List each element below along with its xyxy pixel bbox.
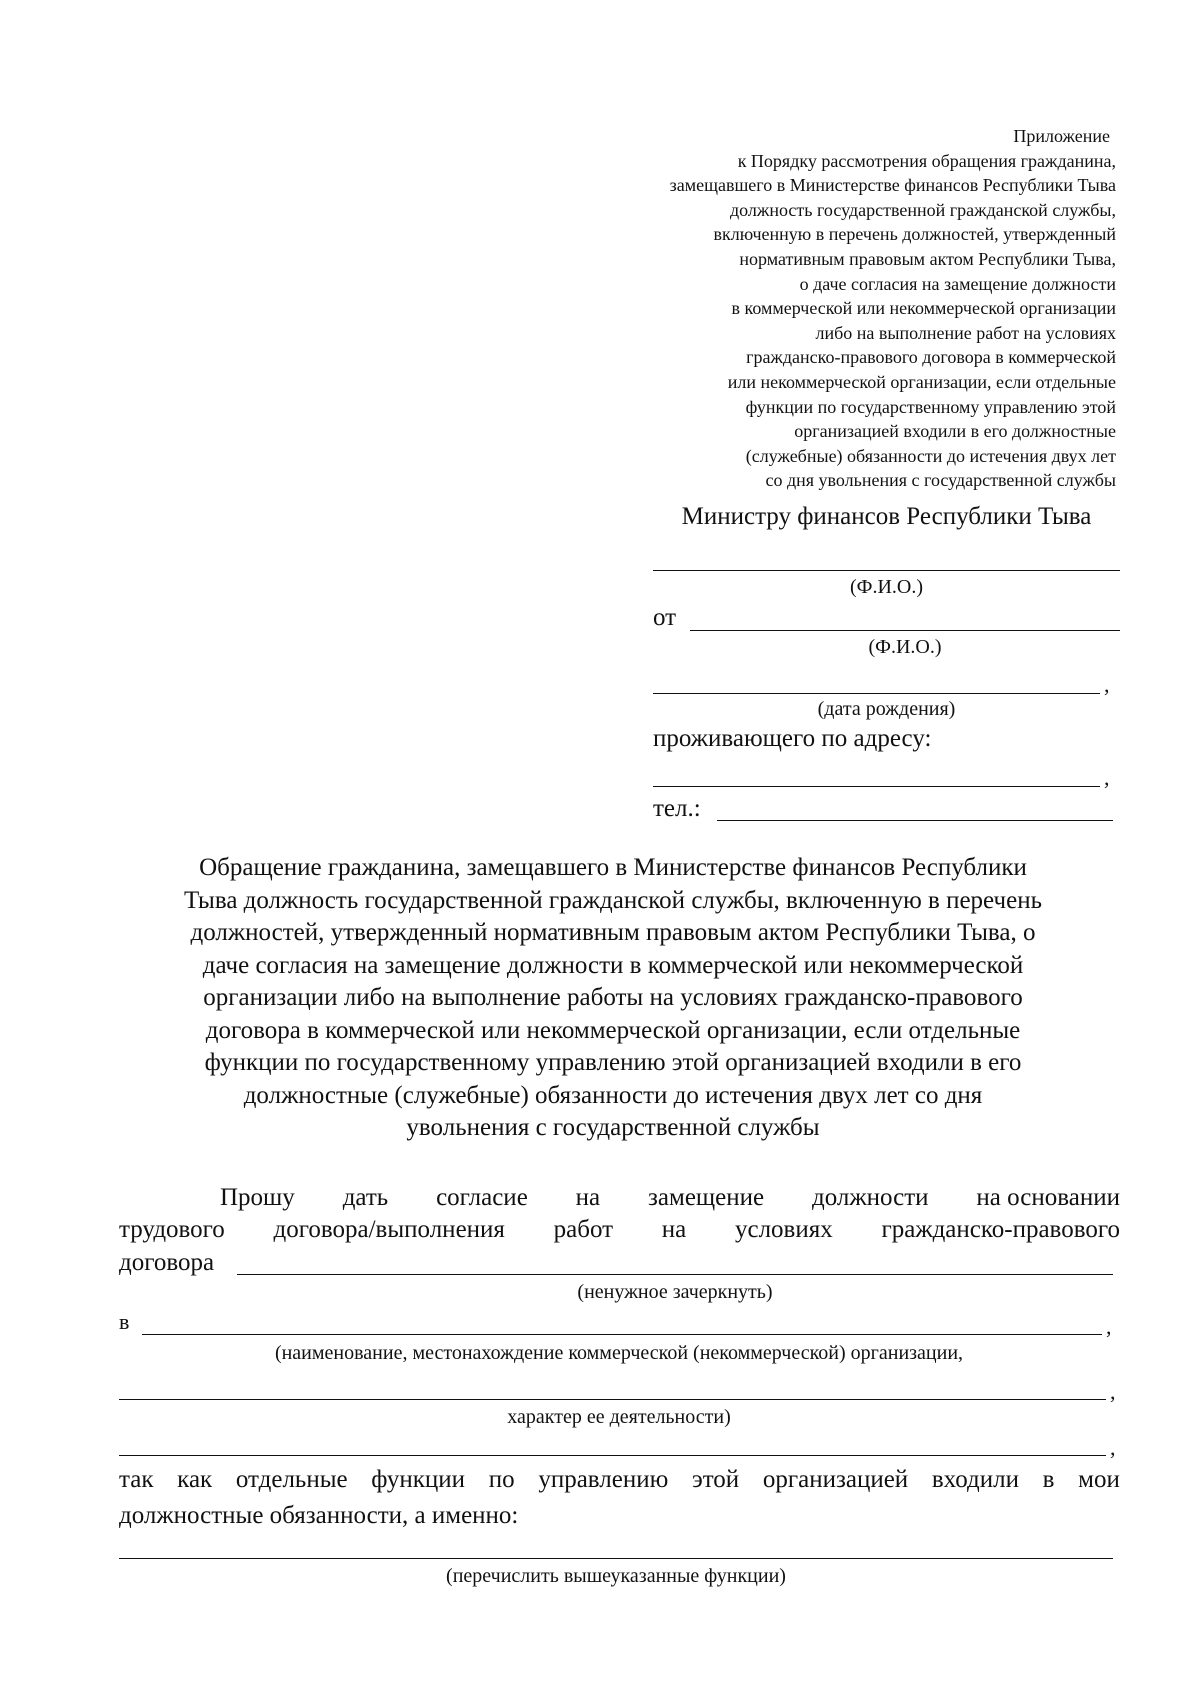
phone-label: тел.:: [653, 795, 701, 822]
address-label: проживающего по адресу:: [653, 725, 932, 752]
annex-line: функции по государственному управлению этой: [745, 396, 1116, 417]
annex-block: [556, 124, 1116, 493]
word: должности: [812, 1184, 929, 1211]
applicant-fio-field[interactable]: [690, 630, 1120, 631]
word: отдельные: [235, 1466, 348, 1493]
annex-heading: Приложение: [1013, 126, 1110, 146]
annex-line: включенную в перечень должностей, утвержденный: [713, 224, 1116, 245]
word: входили: [931, 1466, 1019, 1493]
word: договора/выполнения: [273, 1216, 505, 1243]
word: дать: [342, 1184, 389, 1211]
activity-caption: характер ее деятельности): [507, 1406, 731, 1428]
word: согласие: [436, 1184, 528, 1211]
word: гражданско-правового: [881, 1216, 1120, 1243]
annex-line: о даче согласия на замещение должности: [799, 273, 1116, 294]
fio-caption: (Ф.И.О.): [849, 576, 923, 598]
title-line: Тыва должность государственной гражданской службы, включенную в перечень: [184, 886, 1042, 914]
title-line: Обращение гражданина, замещавшего в Министерстве финансов Республики: [199, 854, 1027, 881]
birth-date-field[interactable]: [653, 693, 1100, 694]
functions-line-2: должностные обязанности, а именно:: [119, 1502, 519, 1529]
contract-type-field[interactable]: [237, 1274, 1113, 1275]
functions-field[interactable]: [119, 1558, 1113, 1559]
comma: ,: [1106, 1314, 1112, 1339]
contract-label: договора: [119, 1249, 215, 1276]
word: Прошу: [220, 1184, 295, 1211]
from-label: от: [653, 604, 677, 631]
word: этой: [691, 1466, 740, 1493]
word: на основании: [976, 1184, 1120, 1211]
title-line: должностей, утвержденный нормативным правовым актом Республики Тыва, о: [190, 919, 1036, 946]
word: замещение: [648, 1184, 765, 1211]
comma: ,: [1104, 672, 1110, 697]
birth-date-caption: (дата рождения): [817, 698, 956, 720]
word: на: [661, 1216, 687, 1243]
request-line-1: [220, 1184, 1120, 1212]
word: работ: [553, 1216, 614, 1243]
annex-line: в коммерческой или некоммерческой организации: [731, 298, 1116, 319]
addressee-fio-field[interactable]: [653, 570, 1120, 571]
word: в: [1042, 1466, 1055, 1493]
annex-line: либо на выполнение работ на условиях: [815, 322, 1116, 343]
annex-line: (служебные) обязанности до истечения двух лет: [745, 445, 1116, 466]
comma: ,: [1110, 1379, 1116, 1404]
word: по: [488, 1466, 515, 1493]
word: так: [119, 1466, 154, 1493]
request-line-2: [119, 1216, 1120, 1244]
organization-caption: (наименование, местонахождение коммерческой (некоммерческой) организации,: [274, 1342, 964, 1364]
title-line: должностные (служебные) обязанности до истечения двух лет со дня: [243, 1081, 983, 1109]
organization-field-continued[interactable]: [119, 1399, 1106, 1400]
comma: ,: [1110, 1435, 1116, 1460]
activity-field[interactable]: [119, 1455, 1106, 1456]
annex-line: нормативным правовым актом Республики Тыва,: [739, 248, 1116, 269]
organization-field[interactable]: [142, 1334, 1102, 1335]
annex-line: со дня увольнения с государственной службы: [765, 470, 1116, 491]
annex-line: замещавшего в Министерстве финансов Республики Тыва: [669, 175, 1116, 196]
in-label: в: [119, 1309, 130, 1334]
annex-line: гражданско-правового договора в коммерческой: [746, 347, 1116, 368]
word: трудового: [119, 1216, 225, 1243]
title-line: организации либо на выполнение работы на условиях гражданско-правового: [203, 984, 1023, 1011]
strike-caption: (ненужное зачеркнуть): [577, 1281, 773, 1303]
title-line: функции по государственному управлению этой организацией входили в его: [204, 1049, 1022, 1076]
annex-line: к Порядку рассмотрения обращения гражданина,: [737, 150, 1116, 171]
annex-line: организацией входили в его должностные: [794, 421, 1116, 442]
phone-field[interactable]: [717, 820, 1113, 821]
title-line: даче согласия на замещение должности в коммерческой или некоммерческой: [202, 951, 1024, 979]
word: на: [575, 1184, 601, 1211]
functions-caption: (перечислить вышеуказанные функции): [446, 1565, 786, 1587]
word: мои: [1078, 1466, 1120, 1493]
annex-line: или некоммерческой организации, если отдельные: [727, 371, 1116, 392]
annex-line: должность государственной гражданской службы,: [730, 199, 1116, 220]
comma: ,: [1104, 765, 1110, 790]
document-title: [110, 852, 1116, 1145]
title-line: увольнения с государственной службы: [406, 1114, 820, 1141]
fio-caption: (Ф.И.О.): [868, 636, 942, 658]
word: организацией: [762, 1466, 909, 1493]
word: как: [177, 1466, 213, 1493]
functions-line-1: [119, 1466, 1120, 1494]
title-line: договора в коммерческой или некоммерческой организации, если отдельные: [205, 1016, 1021, 1044]
address-field[interactable]: [653, 786, 1100, 787]
addressee: Министру финансов Республики Тыва: [681, 503, 1092, 530]
word: управлению: [538, 1466, 669, 1493]
word: условиях: [734, 1216, 833, 1243]
word: функции: [371, 1466, 466, 1493]
